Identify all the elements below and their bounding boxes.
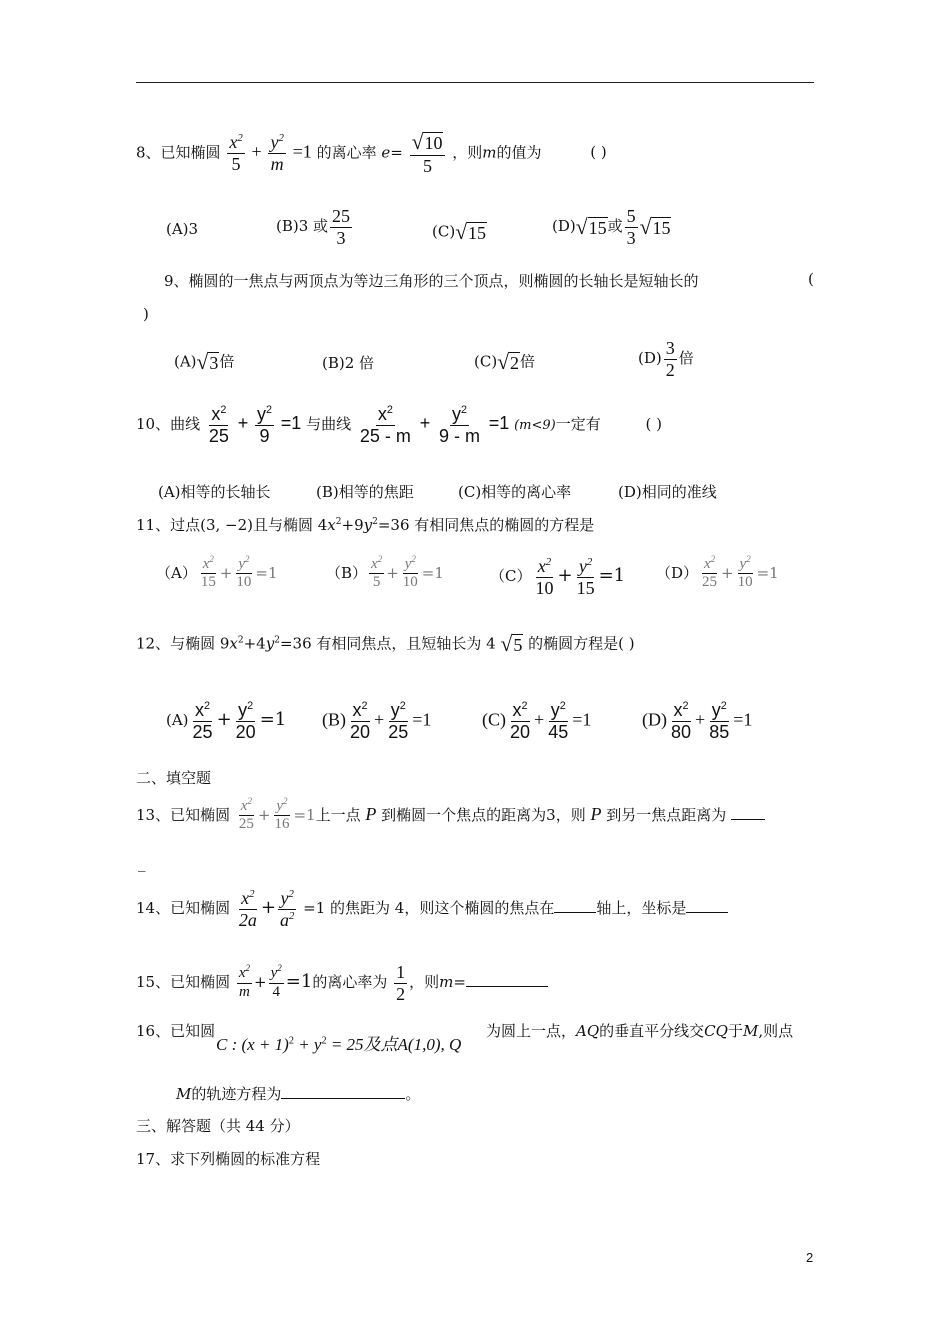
q16-equation: C : $(x + 1)^2 + y^2 = 25$及点A(1,0), Q — [216, 1035, 462, 1054]
q10-curve1-y: $\frac{y^2}{9}$ — [256, 404, 272, 446]
q8-option-d: (D)√15或 $\frac{5}{3}$ √15 — [552, 206, 671, 248]
q8-fraction-y: $\frac{y^2}{m}$ — [270, 132, 284, 174]
question-9: 9、椭圆的一焦点与两顶点为等边三角形的三个顶点，则椭圆的长轴长是短轴长的 — [164, 272, 699, 290]
q12-sqrt: √5 — [500, 632, 523, 656]
q8-eccentricity: $\frac{√10}{5}$ — [410, 130, 446, 177]
q9-option-c: (C)√2倍 — [474, 350, 536, 374]
q11-option-c: （C） $\frac{x^2}{10}$ + $\frac{y^2}{15}$ =1 — [490, 556, 626, 598]
q16-line-2: M的轨迹方程为 。 — [176, 1085, 421, 1103]
q12-option-c: (C) $\frac{x^2}{20}$ + $\frac{y^2}{45}$ =1 — [482, 700, 592, 742]
q10-option-c: (C)相等的离心率 — [458, 483, 572, 501]
question-14: 14、已知椭圆 $\frac{x^2}{2a}$ + $\frac{y^2}{a^2}$ =1 的焦距为 4，则这个椭圆的焦点在 轴上，坐标是 — [136, 888, 728, 930]
q10-option-a: (A)相等的长轴长 — [158, 483, 271, 501]
section-3-heading: 三、解答题（共 44 分） — [136, 1117, 300, 1135]
q11-option-b: （B） $\frac{x^2}{5}$ + $\frac{y^2}{10}$ =1 — [326, 554, 444, 591]
q10-option-d: (D)相同的准线 — [618, 483, 717, 501]
question-11: 11、过点(3, −2)且与椭圆 $4x^2+9y^2=36$ 有相同焦点的椭圆的方程是 — [136, 516, 595, 534]
q13-answer-blank[interactable] — [731, 819, 765, 820]
page-number: 2 — [806, 1250, 814, 1265]
q12-option-a: (A) $\frac{x^2}{25}$ + $\frac{y^2}{20}$ =1 — [166, 700, 287, 742]
q11-option-d: （D） $\frac{x^2}{25}$ + $\frac{y^2}{10}$ =1 — [656, 554, 779, 591]
question-10: 10、曲线 $\frac{x^2}{25}$ + $\frac{y^2}{9}$ =1 与曲线 $\frac{x^2}{25 - m}$ + $\frac{y^2}{9 - m}$ =1 (m<9)一定有 ( ) — [136, 404, 663, 446]
section-2-heading: 二、填空题 — [136, 769, 212, 787]
q8-answer-paren: ( ) — [590, 143, 607, 162]
question-8: 8、已知椭圆 $\frac{x^2}{5}$ + $\frac{y^2}{m}$ =1 的离心率 e= $\frac{√10}{5}$ ，则m的值为 ( ) — [136, 130, 607, 176]
q10-curve2-y: $\frac{y^2}{9 - m}$ — [438, 404, 480, 446]
q8-option-c: (C)√15 — [432, 220, 487, 244]
q10-curve1-x: $\frac{x^2}{25}$ — [208, 404, 229, 446]
question-17: 17、求下列椭圆的标准方程 — [136, 1150, 321, 1168]
question-13: 13、已知椭圆 $\frac{x^2}{25}$ + $\frac{y^2}{16}$ =1上一点 P 到椭圆一个焦点的距离为3，则 P 到另一焦点距离为 — [136, 798, 765, 834]
q9-option-b: (B)2 倍 — [322, 354, 375, 372]
q13-continuation: _ — [138, 854, 146, 872]
q14-axis-blank[interactable] — [554, 912, 596, 913]
q10-option-b: (B)相等的焦距 — [316, 483, 414, 501]
question-12: 12、与椭圆 $9x^2+4y^2=36$ 有相同焦点，且短轴长为 4 √5 的椭圆方程是( ) — [136, 632, 635, 656]
q11-option-a: （A） $\frac{x^2}{15}$ + $\frac{y^2}{10}$ =1 — [156, 554, 278, 591]
q14-coordinate-blank[interactable] — [686, 912, 728, 913]
q12-option-d: (D) $\frac{x^2}{80}$ + $\frac{y^2}{85}$ =1 — [642, 700, 753, 742]
q8-option-b: (B)3 或 $\frac{25}{3}$ — [276, 206, 351, 248]
q9-option-a: (A)√3倍 — [174, 350, 235, 374]
q10-curve2-x: $\frac{x^2}{25 - m}$ — [359, 404, 411, 446]
question-16: 16、已知圆 — [136, 1022, 216, 1040]
q8-fraction-x: $\frac{x^2}{5}$ — [229, 132, 243, 174]
q8-stem: 8、已知椭圆 — [136, 143, 221, 162]
q8-option-a: (A)3 — [166, 220, 199, 238]
question-15: 15、已知椭圆 $\frac{x^2}{m}$ + $\frac{y^2}{4}$ =1的离心率为 $\frac{1}{2}$ ，则m= — [136, 962, 548, 1004]
q9-paren-open: ( — [808, 270, 814, 288]
q12-option-b: (B) $\frac{x^2}{20}$ + $\frac{y^2}{25}$ =1 — [322, 700, 432, 742]
q16-text: 为圆上一点，AQ的垂直平分线交CQ于M,则点 — [486, 1022, 794, 1040]
header-rule — [136, 82, 814, 83]
q15-answer-blank[interactable] — [466, 986, 548, 987]
q9-option-d: (D) $\frac{3}{2}$ 倍 — [638, 338, 694, 380]
q9-paren-close: ) — [143, 305, 149, 323]
q16-answer-blank[interactable] — [281, 1098, 405, 1099]
